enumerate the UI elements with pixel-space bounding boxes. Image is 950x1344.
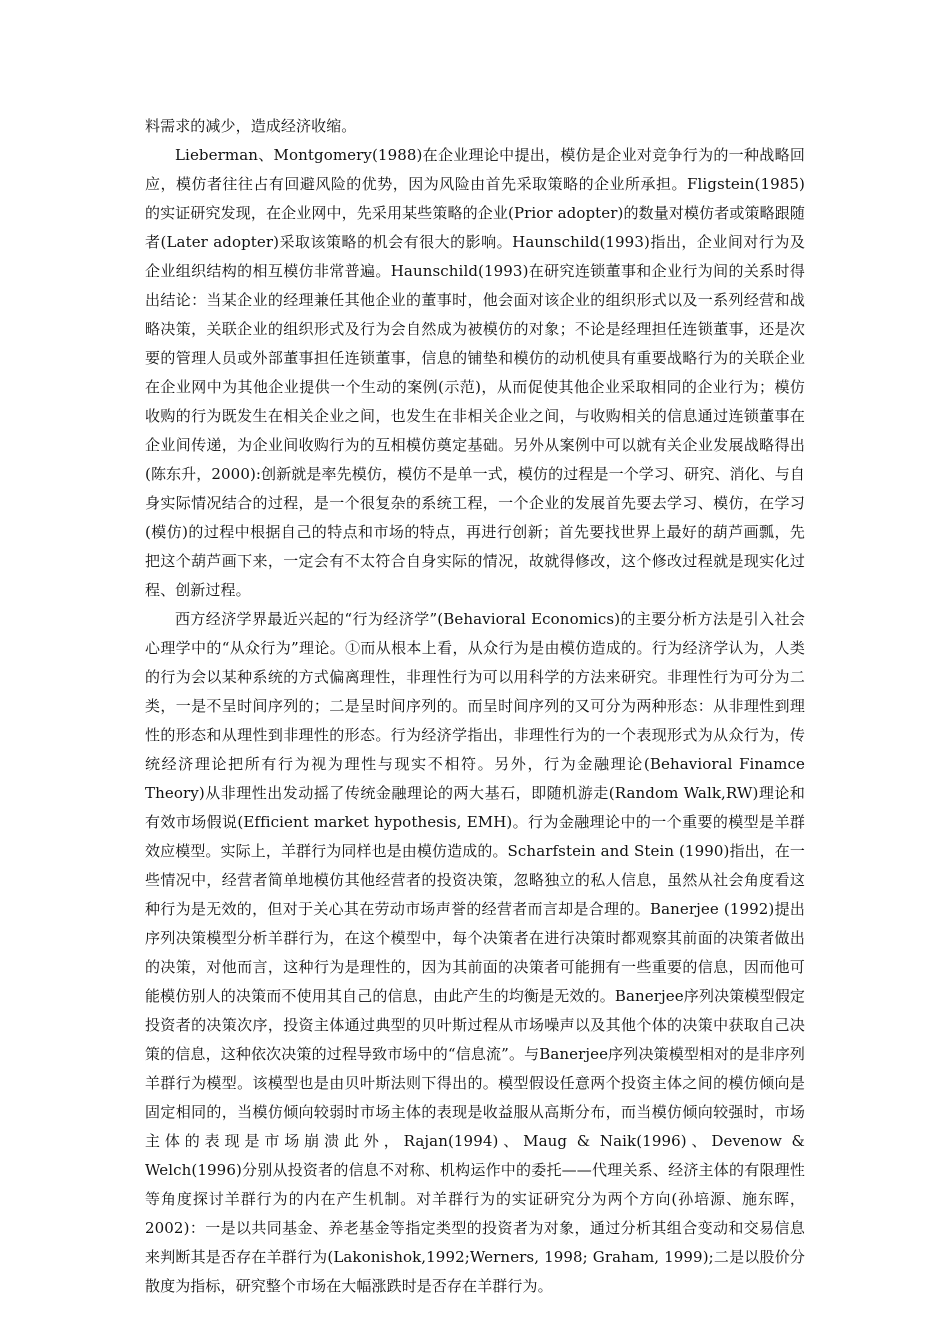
document-page bbox=[145, 112, 805, 1301]
paragraph-imitation-theory: Lieberman、Montgomery(1988)在企业理论中提出，模仿是企业对竞争行为的一种战略回应，模仿者往往占有回避风险的优势，因为风险由首先采取策略的企业所承担。Fligstein(1985)的实证研究发现，在企业网中，先采用某些策略的企业(Prior adopter)的数量对模仿者或策略跟随者(Later adopter)采取该策略的机会有很大的影响。Haunschild(1993)指出，企业间对行为及企业组织结构的相互模仿非常普遍。Haunschild(1993)在研究连锁董事和企业行为间的关系时得出结论：当某企业的经理兼任其他企业的董事时，他会面对该企业的组织形式以及一系列经营和战略决策，关联企业的组织形式及行为会自然成为被模仿的对象；不论是经理担任连锁董事，还是次要的管理人员或外部董事担任连锁董事，信息的铺垫和模仿的动机使具有重要战略行为的关联企业在企业网中为其他企业提供一个生动的案例(示范)，从而促使其他企业采取相同的企业行为；模仿收购的行为既发生在相关企业之间，也发生在非相关企业之间，与收购相关的信息通过连锁董事在企业间传递，为企业间收购行为的互相模仿奠定基础。另外从案例中可以就有关企业发展战略得出(陈东升，2000):创新就是率先模仿，模仿不是单一式，模仿的过程是一个学习、研究、消化、与自身实际情况结合的过程，是一个很复杂的系统工程，一个企业的发展首先要去学习、模仿，在学习(模仿)的过程中根据自己的特点和市场的特点，再进行创新；首先要找世界上最好的葫芦画瓢，先把这个葫芦画下来，一定会有不太符合自身实际的情况，故就得修改，这个修改过程就是现实化过程、创新过程。 bbox=[145, 146, 805, 599]
paragraph-continuation: 料需求的减少，造成经济收缩。 bbox=[145, 117, 357, 135]
paragraph-behavioral-economics: 西方经济学界最近兴起的“行为经济学”(Behavioral Economics)的主要分析方法是引入社会心理学中的“从众行为”理论。①而从根本上看，从众行为是由模仿造成的。行为经济学认为，人类的行为会以某种系统的方式偏离理性，非理性行为可以用科学的方法来研究。非理性行为可分为二类，一是不呈时间序列的；二是呈时间序列的。而呈时间序列的又可分为两种形态：从非理性到理性的形态和从理性到非理性的形态。行为经济学指出，非理性行为的一个表现形式为从众行为，传统经济理论把所有行为视为理性与现实不相符。另外，行为金融理论(Behavioral Finamce Theory)从非理性出发动摇了传统金融理论的两大基石，即随机游走(Random Walk,RW)理论和有效市场假说(Efficient market hypothesis, EMH)。行为金融理论中的一个重要的模型是羊群效应模型。实际上，羊群行为同样也是由模仿造成的。Scharfstein and Stein (1990)指出，在一些情况中，经营者简单地模仿其他经营者的投资决策，忽略独立的私人信息，虽然从社会角度看这种行为是无效的，但对于关心其在劳动市场声誉的经营者而言却是合理的。Banerjee (1992)提出序列决策模型分析羊群行为，在这个模型中，每个决策者在进行决策时都观察其前面的决策者做出的决策，对他而言，这种行为是理性的，因为其前面的决策者可能拥有一些重要的信息，因而他可能模仿别人的决策而不使用其自己的信息，由此产生的均衡是无效的。Banerjee序列决策模型假定投资者的决策次序，投资主体通过典型的贝叶斯过程从市场噪声以及其他个体的决策中获取自己决策的信息，这种依次决策的过程导致市场中的“信息流”。与Banerjee序列决策模型相对的是非序列羊群行为模型。该模型也是由贝叶斯法则下得出的。模型假设任意两个投资主体之间的模仿倾向是固定相同的，当模仿倾向较弱时市场主体的表现是收益服从高斯分布，而当模仿倾向较强时，市场主体的表现是市场崩溃此外，Rajan(1994)、Maug & Naik(1996)、Devenow & Welch(1996)分别从投资者的信息不对称、机构运作中的委托——代理关系、经济主体的有限理性等角度探讨羊群行为的内在产生机制。对羊群行为的实证研究分为两个方向(孙培源、施东晖，2002)：一是以共同基金、养老基金等指定类型的投资者为对象，通过分析其组合变动和交易信息来判断其是否存在羊群行为(Lakonishok,1992;Werners, 1998; Graham, 1999);二是以股价分散度为指标，研究整个市场在大幅涨跌时是否存在羊群行为。 bbox=[145, 610, 805, 1295]
